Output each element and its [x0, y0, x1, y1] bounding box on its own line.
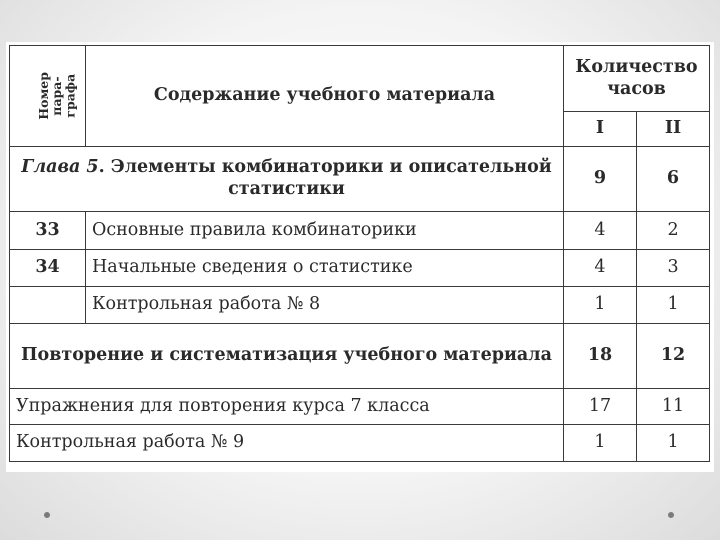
row-number: 34 [10, 250, 86, 287]
table-row [10, 212, 710, 250]
paragraph-number-header [10, 46, 86, 147]
slide-bullet-right-icon [668, 512, 674, 518]
variant-1-header: I [564, 112, 637, 147]
table-row [10, 389, 710, 425]
row-number: 33 [10, 212, 86, 250]
table-row [10, 425, 710, 462]
slide-card [6, 42, 714, 472]
content-header: Содержание учебного материала [86, 46, 564, 147]
table-row [10, 287, 710, 324]
row-hours-1: 17 [564, 389, 637, 425]
review-hours-2: 12 [637, 324, 710, 389]
header-row [10, 46, 710, 112]
row-topic: Контрольная работа № 9 [10, 425, 564, 462]
row-hours-1: 4 [564, 212, 637, 250]
review-row [10, 324, 710, 389]
row-number [10, 287, 86, 324]
curriculum-table [9, 45, 710, 462]
chapter-hours-1: 9 [564, 147, 637, 212]
row-hours-1: 1 [564, 425, 637, 462]
review-title: Повторение и систематизация учебного материала [10, 324, 564, 389]
chapter-title [10, 147, 564, 212]
row-topic: Начальные сведения о статистике [86, 250, 564, 287]
slide-bullet-left-icon [44, 512, 50, 518]
row-hours-2: 11 [637, 389, 710, 425]
row-hours-2: 2 [637, 212, 710, 250]
row-topic: Основные правила комбинаторики [86, 212, 564, 250]
variant-2-header: II [637, 112, 710, 147]
row-topic: Упражнения для повторения курса 7 класса [10, 389, 564, 425]
paragraph-number-label: Номер пара- графа [35, 72, 77, 120]
chapter-title-text: . Элементы комбинаторики и описательной статистики [98, 157, 552, 199]
row-hours-2: 1 [637, 287, 710, 324]
review-hours-1: 18 [564, 324, 637, 389]
row-topic: Контрольная работа № 8 [86, 287, 564, 324]
row-hours-2: 1 [637, 425, 710, 462]
table-row [10, 250, 710, 287]
hours-header: Количество часов [564, 46, 710, 112]
chapter-hours-2: 6 [637, 147, 710, 212]
chapter-prefix: Глава 5 [21, 157, 99, 178]
row-hours-2: 3 [637, 250, 710, 287]
row-hours-1: 1 [564, 287, 637, 324]
chapter-row [10, 147, 710, 212]
row-hours-1: 4 [564, 250, 637, 287]
